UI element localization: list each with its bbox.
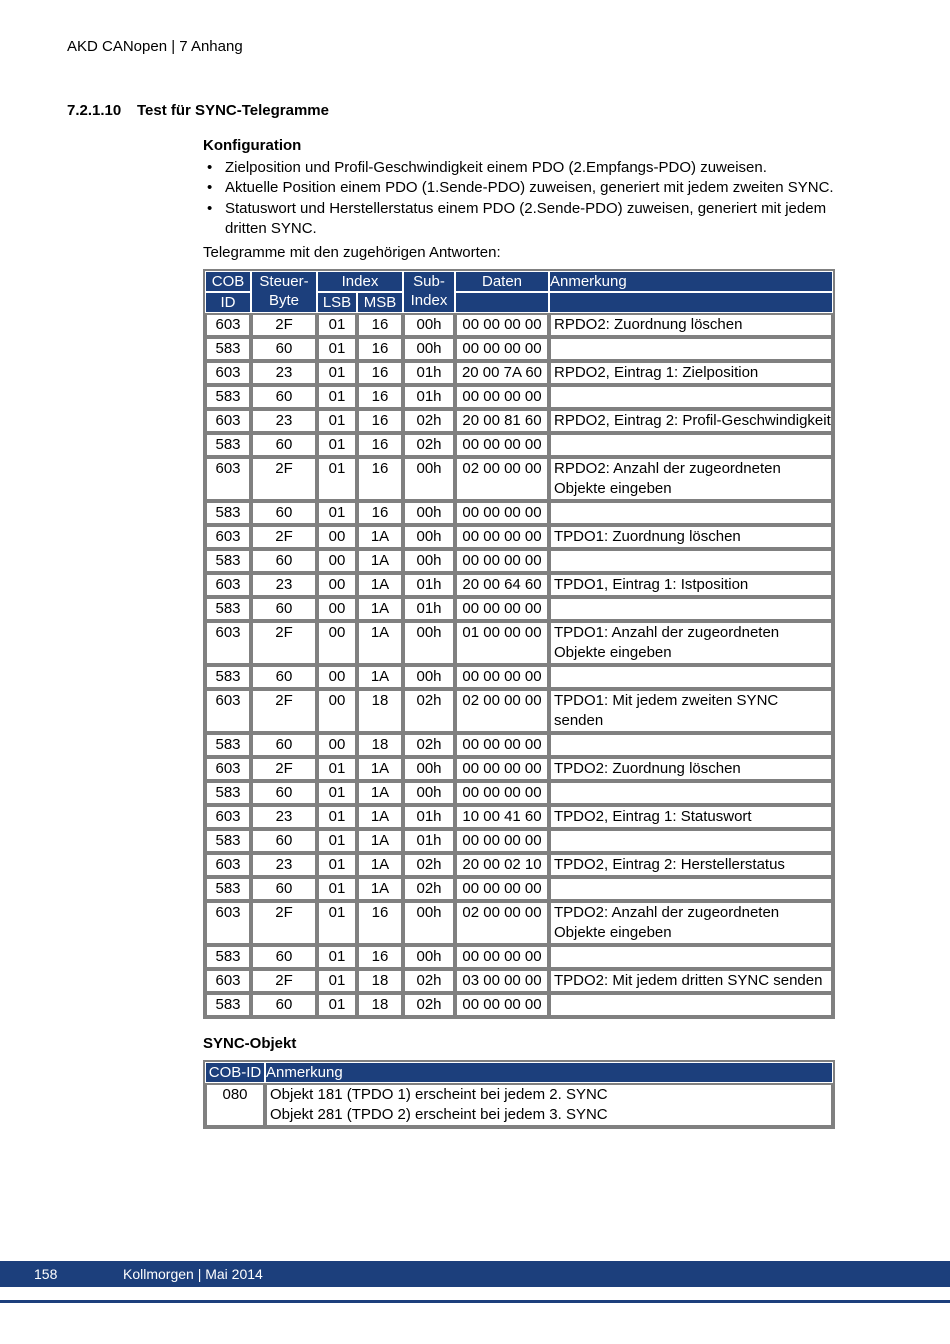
- cell-cob-id: 603: [205, 805, 251, 829]
- table-row: [205, 573, 833, 597]
- cell-index-msb: 1A: [357, 573, 403, 597]
- cell-steuer-byte: 60: [251, 993, 317, 1017]
- cell-index-msb: 16: [357, 385, 403, 409]
- header-steuer-line1: Steuer-: [259, 272, 309, 290]
- cell-anmerkung: TPDO2: Anzahl der zugeordneten Objekte eingeben: [549, 901, 833, 945]
- cell-index-lsb: 01: [317, 433, 357, 457]
- cell-anmerkung: [549, 781, 833, 805]
- cell-sub-index: 01h: [403, 573, 455, 597]
- cell-sub-index: 00h: [403, 757, 455, 781]
- cell-index-lsb: 00: [317, 549, 357, 573]
- cell-index-lsb: 00: [317, 689, 357, 733]
- cell-anmerkung: TPDO2, Eintrag 2: Herstellerstatus: [549, 853, 833, 877]
- cell-daten: 02 00 00 00: [455, 901, 549, 945]
- cell-cob-id: 583: [205, 433, 251, 457]
- table-row: [205, 945, 833, 969]
- cell-cob-id: 583: [205, 549, 251, 573]
- cell-cob-id: 583: [205, 945, 251, 969]
- table-row: [205, 433, 833, 457]
- cell-index-msb: 16: [357, 945, 403, 969]
- cell-daten: 00 00 00 00: [455, 525, 549, 549]
- cell-index-msb: 16: [357, 409, 403, 433]
- table-row: [205, 525, 833, 549]
- cell-index-msb: 1A: [357, 781, 403, 805]
- table-row: [205, 757, 833, 781]
- cell-cob-id: 583: [205, 665, 251, 689]
- cell-sub-index: 01h: [403, 805, 455, 829]
- table-row: [205, 313, 833, 337]
- cell-sub-index: 00h: [403, 337, 455, 361]
- cell-steuer-byte: 23: [251, 573, 317, 597]
- running-header: AKD CANopen | 7 Anhang: [67, 38, 243, 55]
- cell-anmerkung: [549, 337, 833, 361]
- cell-index-lsb: 00: [317, 665, 357, 689]
- cell-sub-index: 02h: [403, 689, 455, 733]
- cell-steuer-byte: 2F: [251, 313, 317, 337]
- table-row: [205, 829, 833, 853]
- cell-anmerkung: TPDO1: Zuordnung löschen: [549, 525, 833, 549]
- cell-cob-id: 603: [205, 525, 251, 549]
- cell-steuer-byte: 2F: [251, 621, 317, 665]
- cell-cob-id: 603: [205, 901, 251, 945]
- table-row: [205, 549, 833, 573]
- cell-daten: 00 00 00 00: [455, 829, 549, 853]
- cell-steuer-byte: 60: [251, 665, 317, 689]
- cell-cob-id: 583: [205, 501, 251, 525]
- cell-sub-index: 00h: [403, 665, 455, 689]
- cell-index-msb: 18: [357, 689, 403, 733]
- cell-index-msb: 1A: [357, 853, 403, 877]
- header-lsb: LSB: [317, 292, 357, 313]
- cell-steuer-byte: 60: [251, 385, 317, 409]
- cell-daten: 00 00 00 00: [455, 501, 549, 525]
- cell-sub-index: 01h: [403, 385, 455, 409]
- cell-daten: 02 00 00 00: [455, 457, 549, 501]
- cell-anmerkung: [549, 993, 833, 1017]
- cell-index-lsb: 01: [317, 757, 357, 781]
- cell-index-msb: 16: [357, 501, 403, 525]
- cell-anmerkung: [549, 829, 833, 853]
- sync-remark: [265, 1083, 833, 1127]
- header-msb: MSB: [357, 292, 403, 313]
- cell-anmerkung: TPDO1: Mit jedem zweiten SYNC senden: [549, 689, 833, 733]
- cell-index-lsb: 00: [317, 525, 357, 549]
- cell-index-msb: 18: [357, 993, 403, 1017]
- cell-index-msb: 1A: [357, 597, 403, 621]
- table-row: [205, 993, 833, 1017]
- table-row: [205, 361, 833, 385]
- cell-index-lsb: 01: [317, 781, 357, 805]
- cell-anmerkung: RPDO2, Eintrag 1: Zielposition: [549, 361, 833, 385]
- cell-index-lsb: 01: [317, 337, 357, 361]
- cell-daten: 00 00 00 00: [455, 549, 549, 573]
- table-row: [205, 733, 833, 757]
- config-bullet-list: [203, 158, 835, 240]
- cell-cob-id: 583: [205, 597, 251, 621]
- sync-remark-line: Objekt 181 (TPDO 1) erscheint bei jedem 2. SYNC: [270, 1085, 608, 1103]
- cell-daten: 02 00 00 00: [455, 689, 549, 733]
- telegram-table: [203, 269, 835, 1019]
- cell-anmerkung: [549, 433, 833, 457]
- cell-anmerkung: [549, 501, 833, 525]
- cell-daten: 00 00 00 00: [455, 757, 549, 781]
- cell-sub-index: 00h: [403, 549, 455, 573]
- cell-index-lsb: 01: [317, 853, 357, 877]
- header-daten-blank: [455, 292, 549, 313]
- cell-steuer-byte: 60: [251, 829, 317, 853]
- cell-index-msb: 1A: [357, 829, 403, 853]
- config-heading: Konfiguration: [203, 137, 302, 154]
- sync-remark-line: Objekt 281 (TPDO 2) erscheint bei jedem 3. SYNC: [270, 1105, 608, 1123]
- cell-steuer-byte: 60: [251, 733, 317, 757]
- cell-anmerkung: [549, 877, 833, 901]
- cell-anmerkung: [549, 733, 833, 757]
- cell-daten: 00 00 00 00: [455, 665, 549, 689]
- cell-anmerkung: TPDO2: Mit jedem dritten SYNC senden: [549, 969, 833, 993]
- table-row: [205, 901, 833, 945]
- cell-index-msb: 1A: [357, 877, 403, 901]
- cell-index-lsb: 00: [317, 621, 357, 665]
- table-row: [205, 689, 833, 733]
- cell-steuer-byte: 23: [251, 409, 317, 433]
- cell-anmerkung: TPDO1, Eintrag 1: Istposition: [549, 573, 833, 597]
- telegram-intro: Telegramme mit den zugehörigen Antworten:: [203, 243, 501, 261]
- cell-sub-index: 00h: [403, 781, 455, 805]
- cell-steuer-byte: 2F: [251, 757, 317, 781]
- cell-sub-index: 00h: [403, 501, 455, 525]
- table-row: [205, 385, 833, 409]
- cell-index-lsb: 00: [317, 597, 357, 621]
- cell-daten: 01 00 00 00: [455, 621, 549, 665]
- cell-daten: 00 00 00 00: [455, 781, 549, 805]
- cell-index-msb: 16: [357, 313, 403, 337]
- cell-daten: 20 00 81 60: [455, 409, 549, 433]
- cell-daten: 20 00 02 10: [455, 853, 549, 877]
- cell-anmerkung: RPDO2: Zuordnung löschen: [549, 313, 833, 337]
- cell-index-msb: 16: [357, 901, 403, 945]
- cell-sub-index: 00h: [403, 525, 455, 549]
- table-row: [205, 853, 833, 877]
- header-steuer-line2: Byte: [268, 291, 299, 309]
- sync-cobid: 080: [205, 1083, 265, 1127]
- header-daten: Daten: [455, 271, 549, 292]
- header-sub-line2: Index: [410, 291, 448, 309]
- table-row: [205, 457, 833, 501]
- cell-anmerkung: RPDO2, Eintrag 2: Profil-Geschwindigkeit: [549, 409, 833, 433]
- cell-cob-id: 583: [205, 385, 251, 409]
- cell-sub-index: 02h: [403, 853, 455, 877]
- cell-anmerkung: [549, 945, 833, 969]
- cell-anmerkung: RPDO2: Anzahl der zugeordneten Objekte eingeben: [549, 457, 833, 501]
- table-row: [205, 877, 833, 901]
- cell-steuer-byte: 2F: [251, 457, 317, 501]
- cell-steuer-byte: 60: [251, 597, 317, 621]
- cell-steuer-byte: 2F: [251, 525, 317, 549]
- cell-index-lsb: 01: [317, 501, 357, 525]
- cell-sub-index: 01h: [403, 361, 455, 385]
- cell-anmerkung: [549, 385, 833, 409]
- cell-sub-index: 00h: [403, 457, 455, 501]
- cell-daten: 00 00 00 00: [455, 313, 549, 337]
- cell-steuer-byte: 60: [251, 877, 317, 901]
- cell-sub-index: 02h: [403, 877, 455, 901]
- cell-cob-id: 603: [205, 409, 251, 433]
- cell-index-msb: 16: [357, 433, 403, 457]
- cell-index-msb: 1A: [357, 757, 403, 781]
- header-anmerkung: Anmerkung: [549, 271, 833, 292]
- cell-index-lsb: 01: [317, 361, 357, 385]
- cell-anmerkung: TPDO2: Zuordnung löschen: [549, 757, 833, 781]
- cell-index-msb: 1A: [357, 665, 403, 689]
- cell-steuer-byte: 23: [251, 805, 317, 829]
- cell-cob-id: 603: [205, 689, 251, 733]
- cell-daten: 00 00 00 00: [455, 993, 549, 1017]
- cell-steuer-byte: 60: [251, 337, 317, 361]
- cell-cob-id: 583: [205, 733, 251, 757]
- header-cob: COB: [205, 271, 251, 292]
- header-anmerkung-blank: [549, 292, 833, 313]
- cell-sub-index: 01h: [403, 829, 455, 853]
- config-bullet: • Zielposition und Profil-Geschwindigkeit einem PDO (2.Empfangs-PDO) zuweisen.: [203, 158, 835, 178]
- cell-sub-index: 00h: [403, 621, 455, 665]
- cell-cob-id: 603: [205, 457, 251, 501]
- cell-index-lsb: 00: [317, 733, 357, 757]
- cell-index-msb: 18: [357, 733, 403, 757]
- cell-steuer-byte: 2F: [251, 901, 317, 945]
- cell-cob-id: 583: [205, 337, 251, 361]
- cell-cob-id: 583: [205, 829, 251, 853]
- cell-anmerkung: TPDO1: Anzahl der zugeordneten Objekte eingeben: [549, 621, 833, 665]
- cell-daten: 03 00 00 00: [455, 969, 549, 993]
- section-title-text: Test für SYNC-Telegramme: [137, 102, 329, 119]
- cell-index-lsb: 01: [317, 805, 357, 829]
- header-sub-line1: Sub-: [413, 272, 445, 290]
- cell-index-msb: 1A: [357, 525, 403, 549]
- header-id: ID: [205, 292, 251, 313]
- cell-sub-index: 02h: [403, 433, 455, 457]
- cell-daten: 00 00 00 00: [455, 597, 549, 621]
- table-row: [205, 337, 833, 361]
- cell-cob-id: 583: [205, 877, 251, 901]
- cell-daten: 00 00 00 00: [455, 385, 549, 409]
- sync-header-anmerkung: Anmerkung: [265, 1062, 833, 1083]
- cell-cob-id: 583: [205, 993, 251, 1017]
- cell-sub-index: 02h: [403, 409, 455, 433]
- cell-steuer-byte: 60: [251, 433, 317, 457]
- table-row: [205, 409, 833, 433]
- sync-header-cobid: COB-ID: [205, 1062, 265, 1083]
- footer-band: [0, 1261, 950, 1287]
- cell-daten: 00 00 00 00: [455, 433, 549, 457]
- cell-cob-id: 603: [205, 969, 251, 993]
- section-title: [67, 102, 329, 119]
- cell-anmerkung: [549, 597, 833, 621]
- cell-index-lsb: 01: [317, 877, 357, 901]
- cell-steuer-byte: 23: [251, 361, 317, 385]
- cell-anmerkung: TPDO2, Eintrag 1: Statuswort: [549, 805, 833, 829]
- cell-index-lsb: 01: [317, 829, 357, 853]
- config-bullet: • Statuswort und Herstellerstatus einem PDO (2.Sende-PDO) zuweisen, generiert mit jedem dritten SYNC.: [203, 199, 835, 240]
- cell-cob-id: 603: [205, 621, 251, 665]
- table-row: [205, 969, 833, 993]
- cell-index-msb: 16: [357, 457, 403, 501]
- cell-index-msb: 1A: [357, 621, 403, 665]
- cell-index-lsb: 01: [317, 313, 357, 337]
- footer-rule: [0, 1300, 950, 1303]
- cell-sub-index: 01h: [403, 597, 455, 621]
- cell-steuer-byte: 23: [251, 853, 317, 877]
- cell-steuer-byte: 60: [251, 945, 317, 969]
- sync-table: [203, 1060, 835, 1129]
- main-content: [203, 137, 835, 1129]
- table-row: [205, 597, 833, 621]
- cell-index-lsb: 01: [317, 901, 357, 945]
- cell-index-lsb: 01: [317, 945, 357, 969]
- cell-steuer-byte: 2F: [251, 969, 317, 993]
- cell-sub-index: 02h: [403, 993, 455, 1017]
- header-steuer-byte: [251, 271, 317, 313]
- cell-daten: 10 00 41 60: [455, 805, 549, 829]
- cell-steuer-byte: 2F: [251, 689, 317, 733]
- table-row: [205, 621, 833, 665]
- cell-cob-id: 583: [205, 781, 251, 805]
- cell-sub-index: 00h: [403, 901, 455, 945]
- cell-index-lsb: 01: [317, 993, 357, 1017]
- cell-anmerkung: [549, 549, 833, 573]
- cell-index-msb: 1A: [357, 549, 403, 573]
- cell-daten: 20 00 64 60: [455, 573, 549, 597]
- cell-daten: 00 00 00 00: [455, 945, 549, 969]
- section-number: 7.2.1.10: [67, 102, 122, 119]
- cell-sub-index: 02h: [403, 733, 455, 757]
- cell-cob-id: 603: [205, 361, 251, 385]
- header-sub-index: [403, 271, 455, 313]
- cell-cob-id: 603: [205, 573, 251, 597]
- cell-steuer-byte: 60: [251, 549, 317, 573]
- cell-sub-index: 02h: [403, 969, 455, 993]
- cell-sub-index: 00h: [403, 313, 455, 337]
- header-index: Index: [317, 271, 403, 292]
- cell-daten: 00 00 00 00: [455, 337, 549, 361]
- cell-index-lsb: 00: [317, 573, 357, 597]
- cell-daten: 00 00 00 00: [455, 877, 549, 901]
- cell-daten: 20 00 7A 60: [455, 361, 549, 385]
- table-row: [205, 665, 833, 689]
- cell-cob-id: 603: [205, 757, 251, 781]
- cell-steuer-byte: 60: [251, 501, 317, 525]
- table-row: [205, 805, 833, 829]
- cell-index-msb: 16: [357, 361, 403, 385]
- cell-cob-id: 603: [205, 853, 251, 877]
- cell-index-lsb: 01: [317, 385, 357, 409]
- cell-index-msb: 16: [357, 337, 403, 361]
- cell-index-msb: 1A: [357, 805, 403, 829]
- table-row: [205, 781, 833, 805]
- config-bullet: • Aktuelle Position einem PDO (1.Sende-PDO) zuweisen, generiert mit jedem zweiten SYNC.: [203, 178, 835, 198]
- cell-sub-index: 00h: [403, 945, 455, 969]
- cell-index-lsb: 01: [317, 409, 357, 433]
- cell-anmerkung: [549, 665, 833, 689]
- cell-daten: 00 00 00 00: [455, 733, 549, 757]
- cell-index-lsb: 01: [317, 969, 357, 993]
- cell-steuer-byte: 60: [251, 781, 317, 805]
- sync-heading: SYNC-Objekt: [203, 1034, 297, 1052]
- cell-index-msb: 18: [357, 969, 403, 993]
- cell-cob-id: 603: [205, 313, 251, 337]
- table-row: [205, 501, 833, 525]
- page-number: 158: [34, 1266, 58, 1282]
- footer-company: Kollmorgen | Mai 2014: [123, 1266, 263, 1282]
- cell-index-lsb: 01: [317, 457, 357, 501]
